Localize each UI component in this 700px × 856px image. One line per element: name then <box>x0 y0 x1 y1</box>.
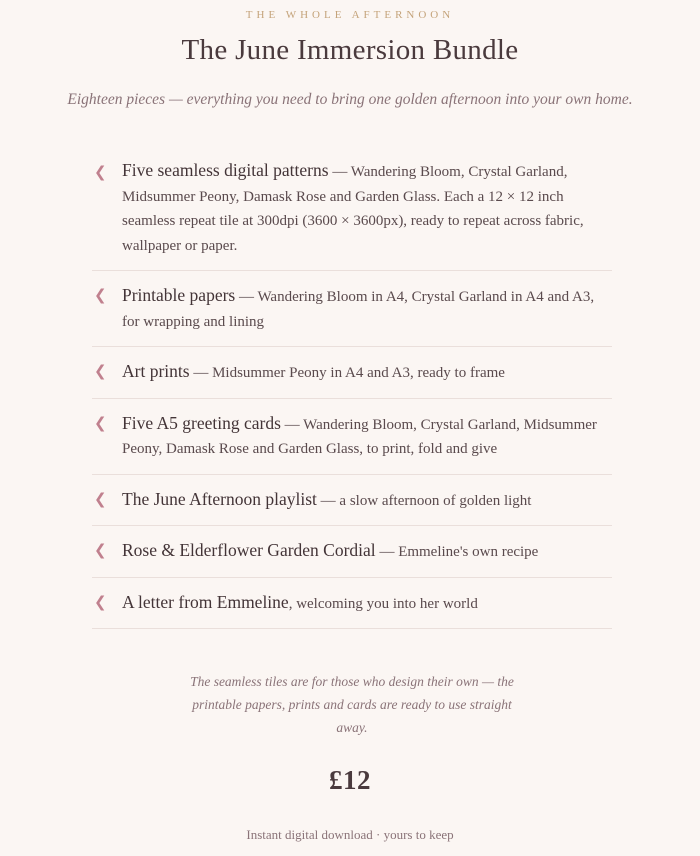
list-item <box>92 148 612 271</box>
download-footnote: Instant digital download · yours to keep <box>246 827 454 842</box>
list-item <box>92 347 612 399</box>
item-description: — a slow afternoon of golden light <box>316 492 532 509</box>
item-name: A letter from Emmeline <box>122 591 289 612</box>
chevron-left-icon: ❮ <box>94 362 107 380</box>
list-item <box>92 271 612 347</box>
page-subtitle: Eighteen pieces — everything you need to bring one golden afternoon into your own home. <box>67 91 633 108</box>
item-name: Five A5 greeting cards <box>122 412 281 433</box>
chevron-left-icon: ❮ <box>94 541 107 559</box>
item-description: — Midsummer Peony in A4 and A3, ready to frame <box>189 365 505 381</box>
item-description: — Wandering Bloom, Crystal Garland, Midsummer Peony, Damask Rose and Garden Glass. Each a 12 × 12 inch seamless repeat tile at 300dpi (3600 × 3600px), ready to repeat across fabric, wallpaper or paper. <box>122 164 584 254</box>
chevron-left-icon: ❮ <box>94 163 107 181</box>
item-name: The June Afternoon playlist <box>122 488 317 509</box>
item-name: Rose & Elderflower Garden Cordial <box>122 540 376 560</box>
chevron-left-icon: ❮ <box>94 592 107 611</box>
item-name: Printable papers <box>122 285 236 305</box>
item-description: , welcoming you into her world <box>288 595 478 612</box>
list-item <box>92 578 612 630</box>
list-item <box>92 526 612 578</box>
item-description: — Emmeline's own recipe <box>375 544 539 560</box>
eyebrow-label: THE WHOLE AFTERNOON <box>245 9 455 21</box>
chevron-left-icon: ❮ <box>94 286 107 304</box>
chevron-left-icon: ❮ <box>94 489 107 508</box>
chevron-left-icon: ❮ <box>94 413 107 432</box>
item-description: — Wandering Bloom, Crystal Garland, Midsummer Peony, Damask Rose and Garden Glass, to print, fold and give <box>122 416 597 457</box>
price: £12 <box>329 765 371 795</box>
item-description: — Wandering Bloom in A4, Crystal Garland in A4 and A3, for wrapping and lining <box>122 289 595 330</box>
list-item <box>92 475 612 527</box>
item-name: Five seamless digital patterns <box>122 160 329 180</box>
usage-note: The seamless tiles are for those who design their own — the printable papers, prints and cards are ready to use straight away. <box>190 673 514 735</box>
item-name: Art prints <box>122 361 190 381</box>
bundle-contents-list <box>92 148 612 629</box>
page-title: The June Immersion Bundle <box>181 34 519 66</box>
list-item <box>92 399 612 475</box>
